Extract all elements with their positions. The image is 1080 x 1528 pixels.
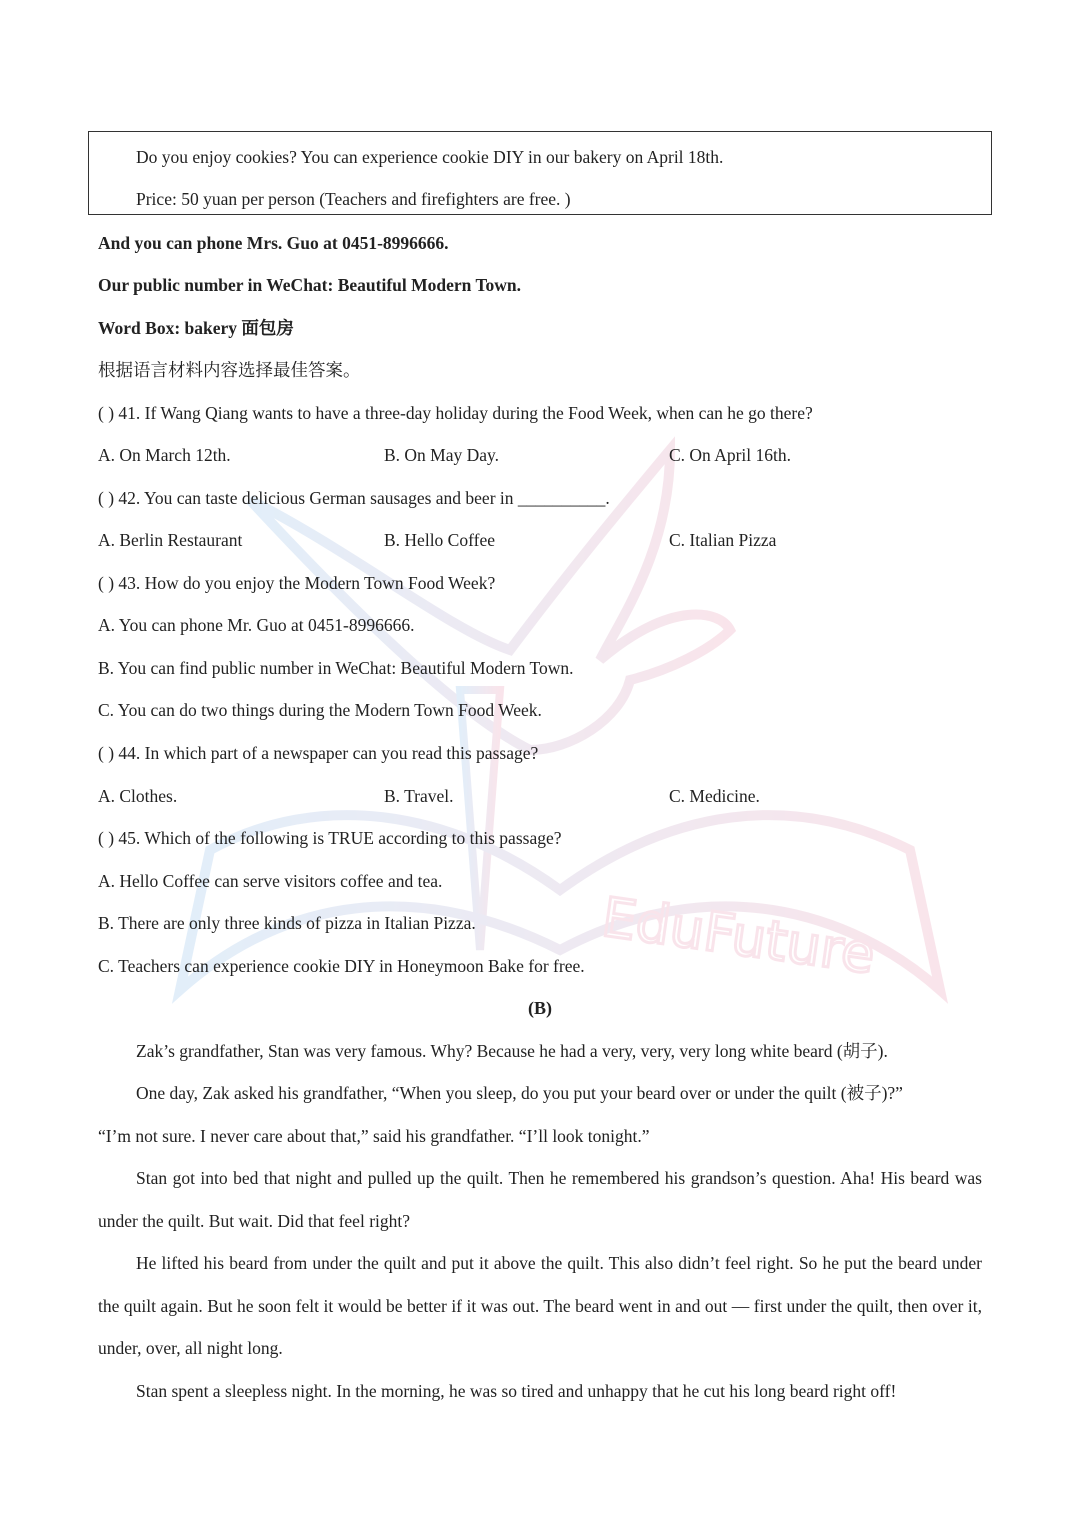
word-box <box>98 317 294 339</box>
passage-paragraph-6: Stan spent a sleepless night. In the morning, he was so tired and unhappy that he cut his long beard right off! <box>136 1381 897 1401</box>
question-41-option-a: A. On March 12th. <box>98 445 231 465</box>
question-41-option-c: C. On April 16th. <box>669 445 792 465</box>
wechat-number: Our public number in WeChat: Beautiful Modern Town. <box>98 275 522 295</box>
question-42-option-a: A. Berlin Restaurant <box>98 530 243 550</box>
section-b-heading: (B) <box>528 998 552 1018</box>
question-44-option-b: B. Travel. <box>384 786 454 806</box>
passage-paragraph-3: “I’m not sure. I never care about that,” said his grandfather. “I’ll look tonight.” <box>98 1126 650 1146</box>
notice-line-2: Price: 50 yuan per person (Teachers and firefighters are free. ) <box>136 189 571 209</box>
question-44-option-c: C. Medicine. <box>669 786 760 806</box>
question-43-stem: ( ) 43. How do you enjoy the Modern Town Food Week? <box>98 573 496 593</box>
passage-paragraph-2: One day, Zak asked his grandfather, “When you sleep, do you put your beard over or under the quilt (被子)?” <box>136 1083 903 1103</box>
question-45-stem: ( ) 45. Which of the following is TRUE according to this passage? <box>98 828 562 848</box>
question-42-option-c: C. Italian Pizza <box>669 530 777 550</box>
notice-box <box>88 131 992 215</box>
passage-paragraph-1: Zak’s grandfather, Stan was very famous. Why? Because he had a very, very, very long white beard (胡子). <box>136 1041 888 1061</box>
question-43-option-c: C. You can do two things during the Modern Town Food Week. <box>98 700 542 720</box>
question-45-option-c: C. Teachers can experience cookie DIY in Honeymoon Bake for free. <box>98 956 585 976</box>
question-43-option-a: A. You can phone Mr. Guo at 0451-8996666. <box>98 615 415 635</box>
passage-paragraph-4: Stan got into bed that night and pulled up the quilt. Then he remembered his grandson’s question. Aha! His beard was under the quilt. But wait. Did that feel right? <box>98 1168 982 1231</box>
instruction: 根据语言材料内容选择最佳答案。 <box>98 360 361 380</box>
question-43-option-b: B. You can find public number in WeChat: Beautiful Modern Town. <box>98 658 574 678</box>
question-42-option-b: B. Hello Coffee <box>384 530 495 550</box>
watermark-text: EduFuture <box>598 885 879 987</box>
question-42-stem: ( ) 42. You can taste delicious German sausages and beer in __________. <box>98 488 610 508</box>
word-box-text: Word Box: bakery 面包房 <box>98 318 294 338</box>
pen-shape <box>460 690 500 950</box>
passage-paragraph-5: He lifted his beard from under the quilt and put it above the quilt. This also didn’t feel right. So he put the beard under the quilt again. But he soon felt it would be better if it was out. The beard went in and out — first under the quilt, then over it, under, over, all night long. <box>98 1253 982 1358</box>
contact-phone: And you can phone Mrs. Guo at 0451-8996666. <box>98 233 449 253</box>
question-45-option-a: A. Hello Coffee can serve visitors coffee and tea. <box>98 871 443 891</box>
question-44-stem: ( ) 44. In which part of a newspaper can you read this passage? <box>98 743 539 763</box>
question-41-stem: ( ) 41. If Wang Qiang wants to have a three-day holiday during the Food Week, when can he go there? <box>98 403 813 423</box>
question-41-option-b: B. On May Day. <box>384 445 500 465</box>
question-45-option-b: B. There are only three kinds of pizza in Italian Pizza. <box>98 913 476 933</box>
question-44-option-a: A. Clothes. <box>98 786 178 806</box>
notice-line-1: Do you enjoy cookies? You can experience cookie DIY in our bakery on April 18th. <box>136 147 724 167</box>
